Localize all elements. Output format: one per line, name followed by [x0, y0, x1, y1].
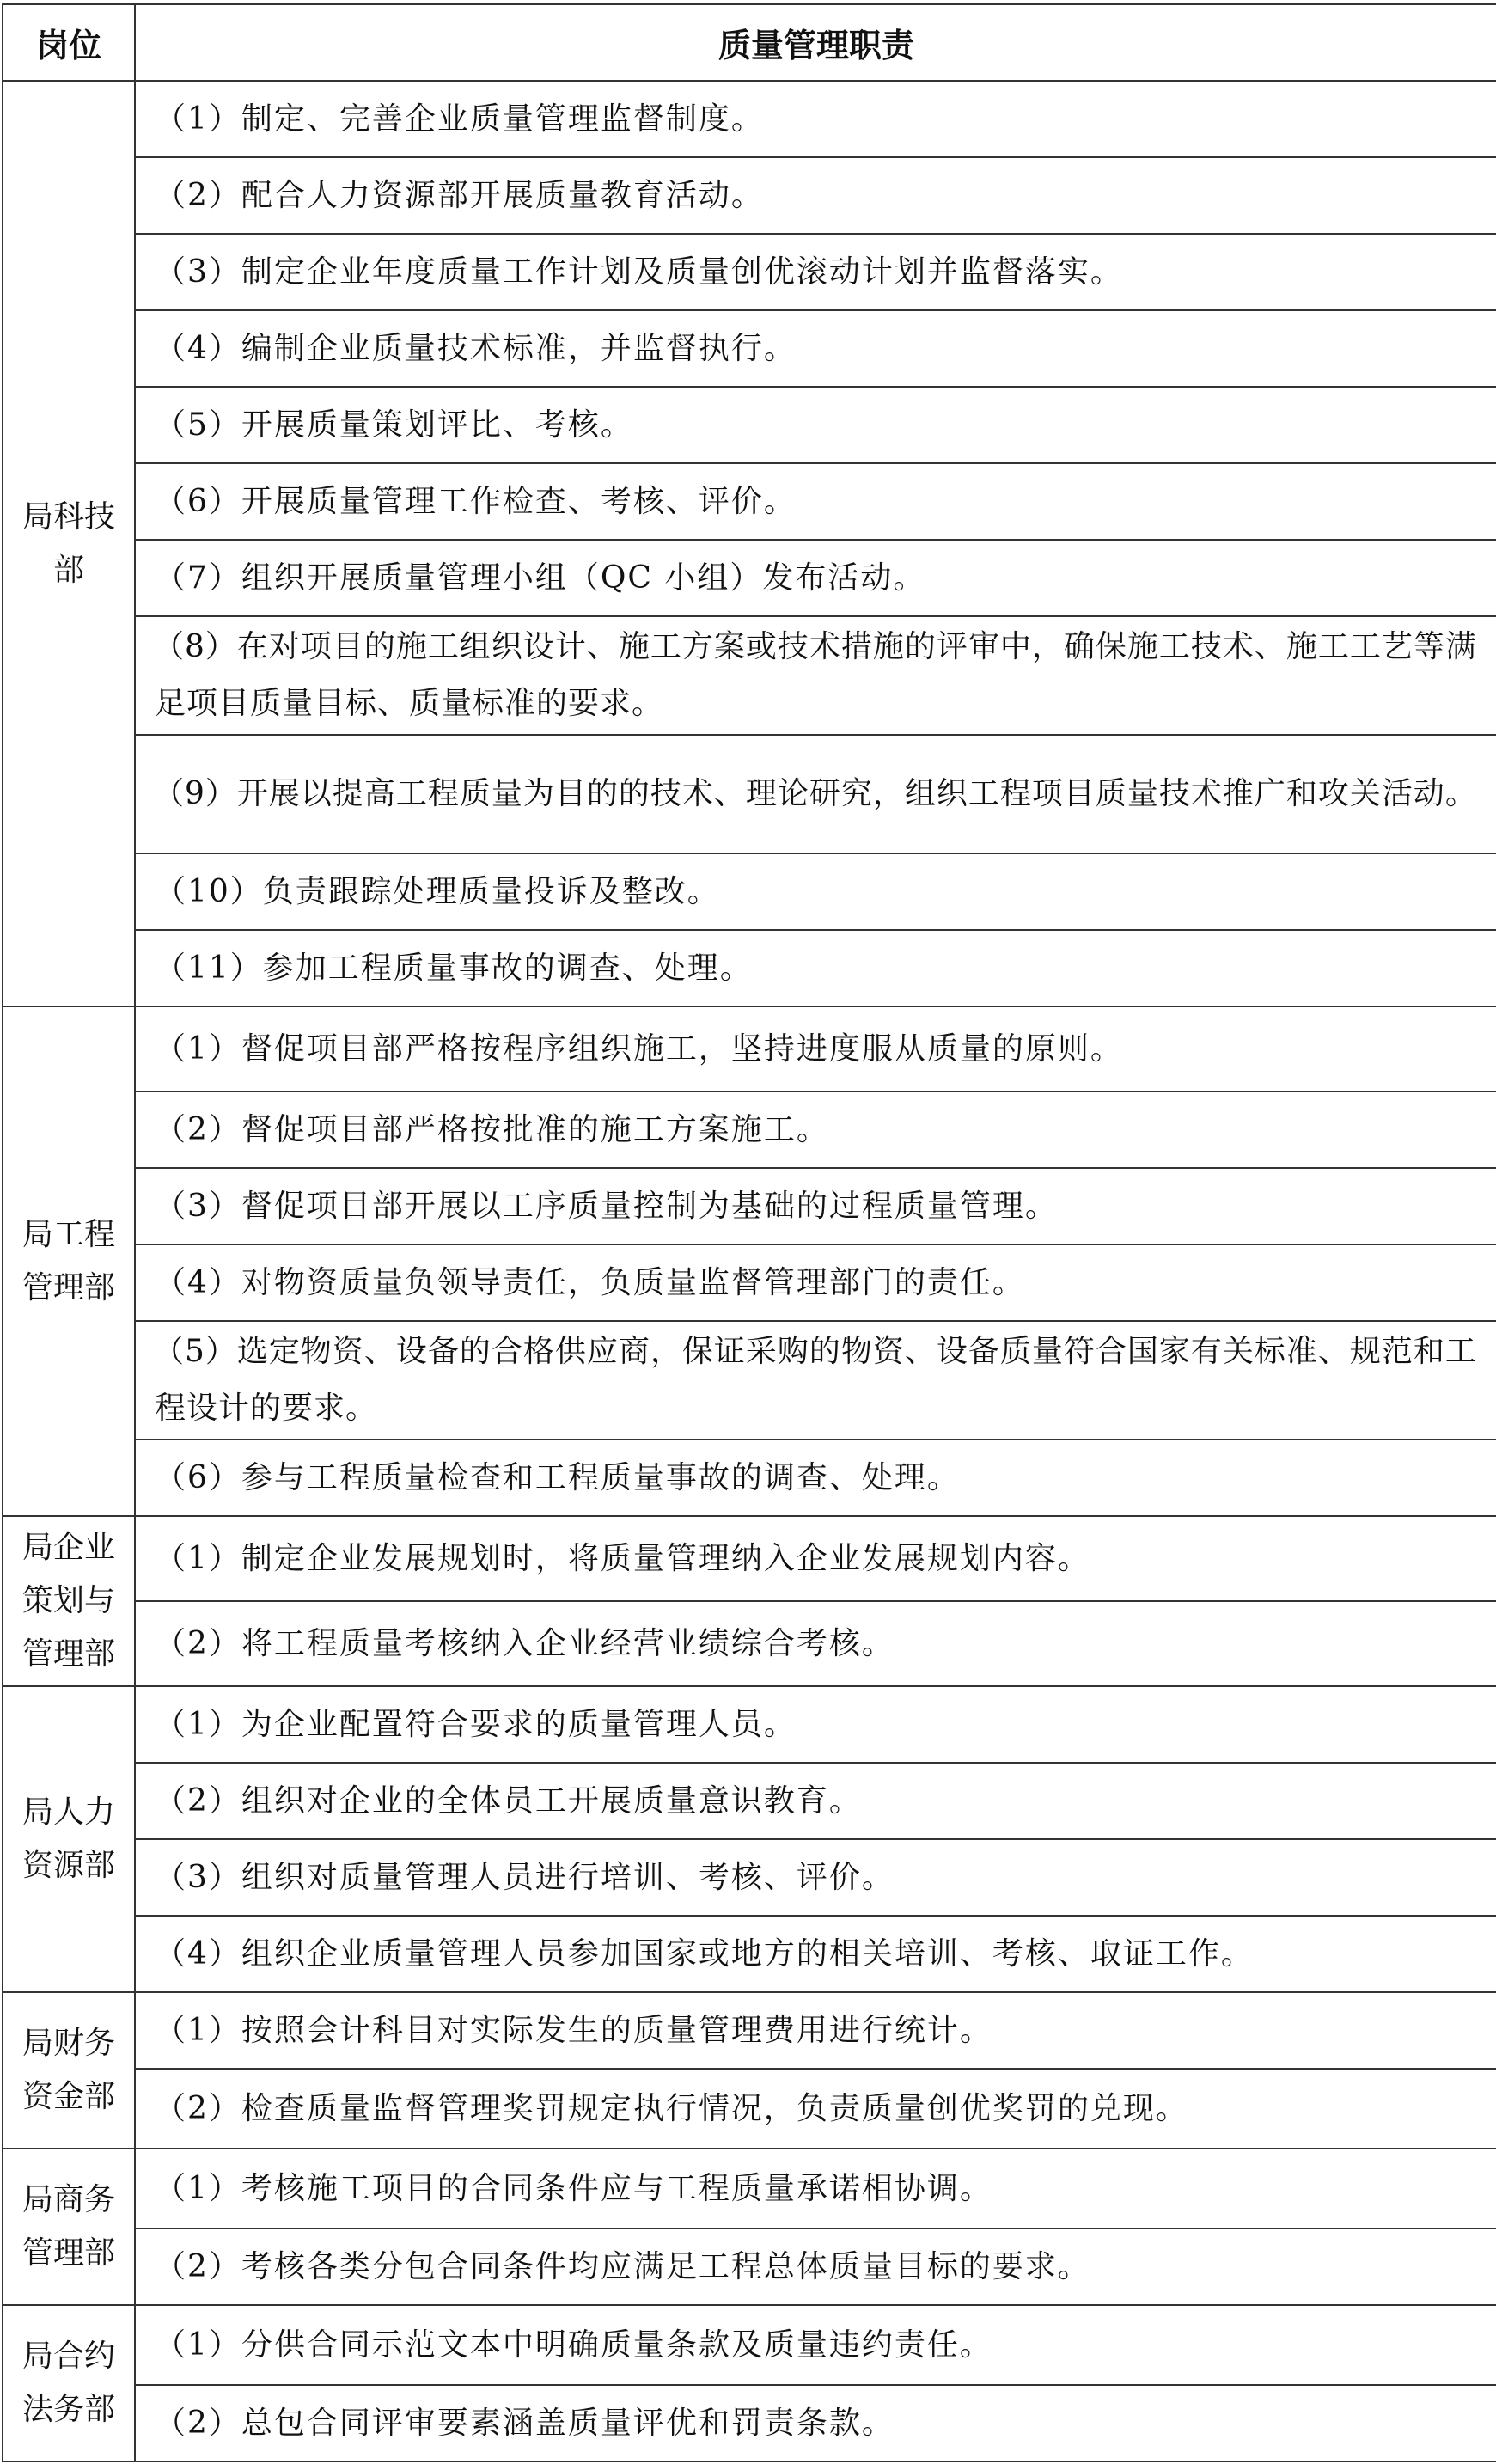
table-row	[3, 1168, 1496, 1244]
duty-cell: （1）为企业配置符合要求的质量管理人员。	[135, 1686, 1496, 1763]
table-row	[3, 2229, 1496, 2305]
table-row	[3, 1516, 1496, 1601]
table-row	[3, 1321, 1496, 1440]
table-row	[3, 234, 1496, 310]
duty-cell: （1）督促项目部严格按程序组织施工，坚持进度服从质量的原则。	[135, 1006, 1496, 1091]
duty-cell: （8）在对项目的施工组织设计、施工方案或技术措施的评审中，确保施工技术、施工工艺等满足项目质量目标、质量标准的要求。	[135, 616, 1496, 735]
table-row	[3, 2385, 1496, 2461]
table-row	[3, 387, 1496, 463]
table-row	[3, 540, 1496, 616]
table-row	[3, 310, 1496, 387]
dept-name: 局科技部	[3, 81, 135, 1006]
duty-cell: （1）制定企业发展规划时，将质量管理纳入企业发展规划内容。	[135, 1516, 1496, 1601]
duty-cell: （4）对物资质量负领导责任，负质量监督管理部门的责任。	[135, 1244, 1496, 1321]
table-row	[3, 2069, 1496, 2149]
duty-cell: （4）组织企业质量管理人员参加国家或地方的相关培训、考核、取证工作。	[135, 1916, 1496, 1992]
duty-cell: （1）按照会计科目对实际发生的质量管理费用进行统计。	[135, 1992, 1496, 2069]
table-row	[3, 853, 1496, 930]
duty-cell: （1）制定、完善企业质量管理监督制度。	[135, 81, 1496, 157]
table-row	[3, 1992, 1496, 2069]
dept-name: 局企业策划与管理部	[3, 1516, 135, 1686]
table-row	[3, 2305, 1496, 2385]
table-row	[3, 1686, 1496, 1763]
dept-name: 局合约法务部	[3, 2305, 135, 2461]
duty-cell: （5）选定物资、设备的合格供应商，保证采购的物资、设备质量符合国家有关标准、规范和工程设计的要求。	[135, 1321, 1496, 1440]
duty-cell: （4）编制企业质量技术标准，并监督执行。	[135, 310, 1496, 387]
header-position: 岗位	[3, 4, 135, 81]
dept-name: 局人力资源部	[3, 1686, 135, 1992]
table-row	[3, 1091, 1496, 1168]
duty-cell: （6）参与工程质量检查和工程质量事故的调查、处理。	[135, 1440, 1496, 1516]
duty-cell: （2）将工程质量考核纳入企业经营业绩综合考核。	[135, 1601, 1496, 1686]
duty-cell: （2）考核各类分包合同条件均应满足工程总体质量目标的要求。	[135, 2229, 1496, 2305]
duty-cell: （2）检查质量监督管理奖罚规定执行情况，负责质量创优奖罚的兑现。	[135, 2069, 1496, 2149]
duty-cell: （3）制定企业年度质量工作计划及质量创优滚动计划并监督落实。	[135, 234, 1496, 310]
duty-cell: （3）组织对质量管理人员进行培训、考核、评价。	[135, 1839, 1496, 1916]
table-row	[3, 1916, 1496, 1992]
dept-name: 局财务资金部	[3, 1992, 135, 2149]
header-duties: 质量管理职责	[135, 4, 1496, 81]
duty-cell: （2）组织对企业的全体员工开展质量意识教育。	[135, 1763, 1496, 1839]
table-row	[3, 463, 1496, 540]
duty-cell: （3）督促项目部开展以工序质量控制为基础的过程质量管理。	[135, 1168, 1496, 1244]
table-row	[3, 1601, 1496, 1686]
table-row	[3, 1006, 1496, 1091]
duty-cell: （10）负责跟踪处理质量投诉及整改。	[135, 853, 1496, 930]
table-row	[3, 157, 1496, 234]
table-row	[3, 616, 1496, 735]
duty-cell: （1）分供合同示范文本中明确质量条款及质量违约责任。	[135, 2305, 1496, 2385]
duty-cell: （2）总包合同评审要素涵盖质量评优和罚责条款。	[135, 2385, 1496, 2461]
duty-cell: （1）考核施工项目的合同条件应与工程质量承诺相协调。	[135, 2149, 1496, 2229]
table-row	[3, 2149, 1496, 2229]
table-row	[3, 81, 1496, 157]
table-row	[3, 1244, 1496, 1321]
duty-cell: （9）开展以提高工程质量为目的的技术、理论研究，组织工程项目质量技术推广和攻关活动。	[135, 735, 1496, 853]
table-row	[3, 1763, 1496, 1839]
table-header-row	[3, 4, 1496, 81]
duty-cell: （5）开展质量策划评比、考核。	[135, 387, 1496, 463]
table-row	[3, 1440, 1496, 1516]
table-row	[3, 1839, 1496, 1916]
duty-cell: （2）督促项目部严格按批准的施工方案施工。	[135, 1091, 1496, 1168]
duty-cell: （2）配合人力资源部开展质量教育活动。	[135, 157, 1496, 234]
quality-duties-table	[2, 3, 1496, 2462]
duty-cell: （11）参加工程质量事故的调查、处理。	[135, 930, 1496, 1006]
duty-cell: （7）组织开展质量管理小组（QC 小组）发布活动。	[135, 540, 1496, 616]
duty-cell: （6）开展质量管理工作检查、考核、评价。	[135, 463, 1496, 540]
dept-name: 局商务管理部	[3, 2149, 135, 2305]
dept-name: 局工程管理部	[3, 1006, 135, 1516]
table-row	[3, 735, 1496, 853]
table-row	[3, 930, 1496, 1006]
